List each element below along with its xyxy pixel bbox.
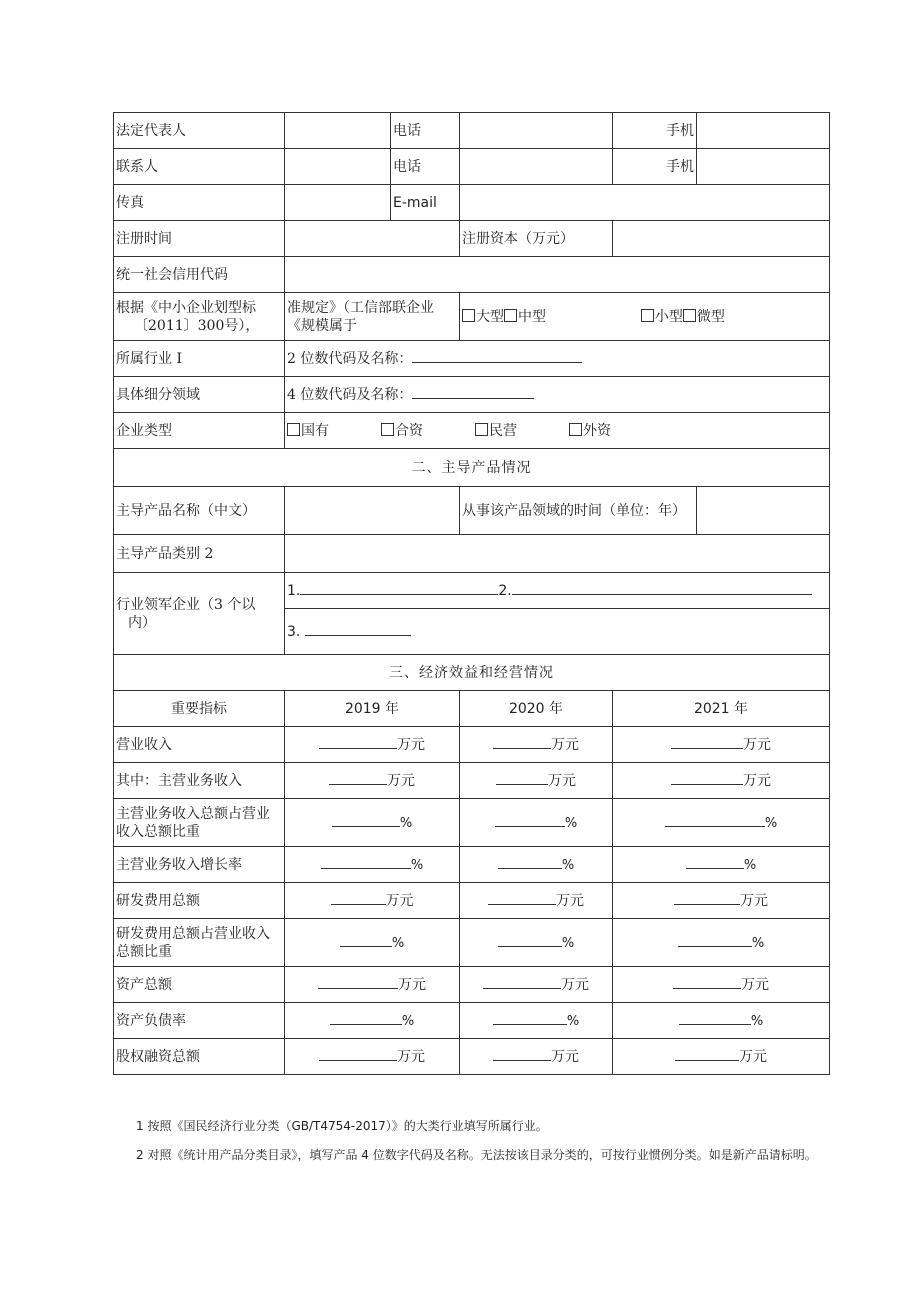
value-2019-blank[interactable] bbox=[340, 933, 392, 947]
value-2021-cell[interactable] bbox=[613, 727, 830, 763]
value-2021-cell[interactable] bbox=[613, 799, 830, 847]
value-2020-cell[interactable] bbox=[460, 967, 613, 1003]
indicator-header: 重要指标 bbox=[114, 691, 285, 727]
reg-capital-label: 注册资本（万元） bbox=[460, 221, 613, 257]
fax-label: 传真 bbox=[114, 185, 285, 221]
row-fax bbox=[114, 185, 830, 221]
email-input[interactable] bbox=[460, 185, 830, 221]
unit-label: % bbox=[561, 857, 575, 873]
value-2020-cell[interactable] bbox=[460, 919, 613, 967]
subfield-code-blank[interactable] bbox=[412, 385, 534, 399]
value-2021-cell[interactable] bbox=[613, 883, 830, 919]
economics-row bbox=[114, 1003, 830, 1039]
unit-label: 万元 bbox=[561, 977, 589, 993]
value-2019-cell[interactable] bbox=[285, 727, 460, 763]
economics-row-label: 其中：主营业务收入 bbox=[114, 763, 285, 799]
economics-row-label: 资产负债率 bbox=[114, 1003, 285, 1039]
value-2020-blank[interactable] bbox=[495, 813, 565, 827]
value-2020-blank[interactable] bbox=[483, 975, 561, 989]
economics-row bbox=[114, 883, 830, 919]
leader-2-label: 2. bbox=[498, 583, 512, 599]
unit-label: 万元 bbox=[551, 1049, 579, 1065]
economics-rows bbox=[114, 727, 830, 1075]
value-2020-cell[interactable] bbox=[460, 727, 613, 763]
fax-input[interactable] bbox=[285, 185, 391, 221]
unit-label: 万元 bbox=[551, 737, 579, 753]
value-2021-cell[interactable] bbox=[613, 1003, 830, 1039]
legal-rep-mobile-input[interactable] bbox=[697, 113, 830, 149]
leader-2-blank[interactable] bbox=[512, 581, 812, 595]
unit-label: % bbox=[743, 857, 757, 873]
row-product-name bbox=[114, 487, 830, 535]
value-2019-blank[interactable] bbox=[329, 771, 387, 785]
economics-row bbox=[114, 1039, 830, 1075]
value-2019-cell[interactable] bbox=[285, 763, 460, 799]
legal-rep-input[interactable] bbox=[285, 113, 391, 149]
unit-label: 万元 bbox=[739, 1049, 767, 1065]
leaders-label-line2: 内） bbox=[128, 614, 156, 631]
row-ent-type bbox=[114, 413, 830, 449]
checkbox-icon bbox=[462, 309, 475, 322]
row-product-category bbox=[114, 535, 830, 573]
value-2020-cell[interactable] bbox=[460, 1003, 613, 1039]
value-2019-blank[interactable] bbox=[318, 975, 398, 989]
scale-basis-label bbox=[114, 293, 285, 341]
credit-code-input[interactable] bbox=[285, 257, 830, 293]
reg-capital-input[interactable] bbox=[613, 221, 830, 257]
ent-type-foreign-label: 外资 bbox=[583, 422, 611, 439]
row-industry bbox=[114, 341, 830, 377]
value-2019-blank[interactable] bbox=[319, 1047, 397, 1061]
scale-small-option[interactable] bbox=[641, 309, 683, 325]
checkbox-icon bbox=[287, 423, 300, 436]
unit-label: % bbox=[566, 1013, 580, 1029]
contact-phone-label: 电话 bbox=[391, 149, 460, 185]
value-2019-cell[interactable] bbox=[285, 883, 460, 919]
legal-rep-mobile-label: 手机 bbox=[613, 113, 697, 149]
checkbox-icon bbox=[504, 309, 517, 322]
economics-row bbox=[114, 799, 830, 847]
legal-rep-phone-input[interactable] bbox=[460, 113, 613, 149]
economics-row bbox=[114, 967, 830, 1003]
ent-type-state-label: 国有 bbox=[301, 422, 329, 439]
reg-time-label: 注册时间 bbox=[114, 221, 285, 257]
row-leaders-1 bbox=[114, 573, 830, 609]
unit-label: 万元 bbox=[397, 1049, 425, 1065]
economics-row-label: 研发费用总额占营业收入总额比重 bbox=[114, 919, 285, 967]
value-2021-blank[interactable] bbox=[665, 813, 765, 827]
industry-input[interactable] bbox=[285, 341, 830, 377]
unit-label: % bbox=[751, 935, 765, 951]
row-economics-header bbox=[114, 691, 830, 727]
value-2021-blank[interactable] bbox=[678, 933, 752, 947]
value-2020-cell[interactable] bbox=[460, 883, 613, 919]
ent-type-jv[interactable] bbox=[381, 422, 423, 440]
unit-label: 万元 bbox=[397, 737, 425, 753]
value-2021-blank[interactable] bbox=[686, 855, 744, 869]
unit-label: 万元 bbox=[385, 893, 414, 909]
economics-row-label: 主营业务收入增长率 bbox=[114, 847, 285, 883]
value-2019-blank[interactable] bbox=[319, 735, 397, 749]
ent-type-label: 企业类型 bbox=[114, 413, 285, 449]
value-2021-cell[interactable] bbox=[613, 763, 830, 799]
economics-row bbox=[114, 847, 830, 883]
product-category-input[interactable] bbox=[285, 535, 830, 573]
checkbox-icon bbox=[569, 423, 582, 436]
value-2019-cell[interactable] bbox=[285, 1003, 460, 1039]
unit-label: % bbox=[391, 935, 405, 951]
row-legal-rep bbox=[114, 113, 830, 149]
value-2021-blank[interactable] bbox=[673, 975, 741, 989]
row-contact bbox=[114, 149, 830, 185]
value-2019-cell[interactable] bbox=[285, 847, 460, 883]
contact-label: 联系人 bbox=[114, 149, 285, 185]
year-2021-header: 2021 年 bbox=[613, 691, 830, 727]
scale-small-label: 小型 bbox=[654, 308, 683, 325]
economics-row-label: 研发费用总额 bbox=[114, 883, 285, 919]
leaders-row-2 bbox=[285, 609, 830, 655]
unit-label: % bbox=[401, 1013, 415, 1029]
unit-label: 万元 bbox=[743, 737, 771, 753]
product-name-label: 主导产品名称（中文） bbox=[114, 487, 285, 535]
value-2021-cell[interactable] bbox=[613, 1039, 830, 1075]
industry-code-label: 2 位数代码及名称： bbox=[287, 351, 413, 367]
unit-label: 万元 bbox=[387, 773, 415, 789]
row-scale bbox=[114, 293, 830, 341]
contact-input[interactable] bbox=[285, 149, 391, 185]
leader-1-blank[interactable] bbox=[300, 581, 498, 595]
value-2020-cell[interactable] bbox=[460, 847, 613, 883]
enterprise-form-table bbox=[113, 112, 830, 1075]
industry-code-blank[interactable] bbox=[412, 349, 582, 363]
contact-mobile-input[interactable] bbox=[697, 149, 830, 185]
reg-time-input[interactable] bbox=[285, 221, 460, 257]
unit-label: 万元 bbox=[741, 977, 769, 993]
scale-micro-option[interactable] bbox=[683, 309, 725, 325]
scale-basis-line3: 准规定》（工信部联企业 bbox=[287, 299, 434, 316]
value-2019-cell[interactable] bbox=[285, 967, 460, 1003]
row-economics-title bbox=[114, 655, 830, 691]
value-2019-blank[interactable] bbox=[330, 1011, 402, 1025]
value-2021-blank[interactable] bbox=[675, 1047, 739, 1061]
scale-large-option[interactable] bbox=[462, 309, 504, 325]
economics-row-label: 营业收入 bbox=[114, 727, 285, 763]
ent-type-private[interactable] bbox=[475, 422, 517, 440]
value-2020-cell[interactable] bbox=[460, 763, 613, 799]
economics-row bbox=[114, 727, 830, 763]
scale-large-label: 大型 bbox=[476, 308, 504, 325]
row-products-title bbox=[114, 449, 830, 487]
scale-basis-line1: 根据《中小企业划型标 bbox=[116, 299, 256, 316]
value-2021-blank[interactable] bbox=[674, 891, 740, 905]
economics-row-label: 股权融资总额 bbox=[114, 1039, 285, 1075]
economics-row bbox=[114, 763, 830, 799]
leaders-row-1 bbox=[285, 573, 830, 609]
ent-type-options bbox=[285, 413, 830, 449]
subfield-label: 具体细分领域 bbox=[114, 377, 285, 413]
row-reg bbox=[114, 221, 830, 257]
row-credit-code bbox=[114, 257, 830, 293]
ent-type-foreign[interactable] bbox=[569, 423, 611, 439]
products-section-title: 二、主导产品情况 bbox=[114, 449, 830, 487]
contact-mobile-label: 手机 bbox=[613, 149, 697, 185]
value-2020-blank[interactable] bbox=[488, 891, 556, 905]
scale-micro-label: 微型 bbox=[696, 308, 725, 325]
scale-medium-label: 中型 bbox=[518, 308, 546, 325]
legal-rep-label: 法定代表人 bbox=[114, 113, 285, 149]
economics-row-label: 资产总额 bbox=[114, 967, 285, 1003]
ent-type-jv-label: 合资 bbox=[395, 422, 423, 439]
value-2021-cell[interactable] bbox=[613, 967, 830, 1003]
email-label: E-mail bbox=[391, 185, 460, 221]
subfield-code-label: 4 位数代码及名称： bbox=[287, 387, 413, 403]
year-2020-header: 2020 年 bbox=[460, 691, 613, 727]
economics-section-title: 三、经济效益和经营情况 bbox=[114, 655, 830, 691]
economics-row-label: 主营业务收入总额占营业收入总额比重 bbox=[114, 799, 285, 847]
credit-code-label: 统一社会信用代码 bbox=[114, 257, 285, 293]
value-2021-blank[interactable] bbox=[671, 771, 743, 785]
value-2020-blank[interactable] bbox=[498, 855, 562, 869]
product-name-input[interactable] bbox=[285, 487, 460, 535]
product-category-label: 主导产品类别 2 bbox=[114, 535, 285, 573]
subfield-input[interactable] bbox=[285, 377, 830, 413]
value-2019-blank[interactable] bbox=[332, 813, 400, 827]
legal-rep-phone-label: 电话 bbox=[391, 113, 460, 149]
value-2021-cell[interactable] bbox=[613, 847, 830, 883]
value-2020-blank[interactable] bbox=[496, 771, 548, 785]
year-2019-header: 2019 年 bbox=[285, 691, 460, 727]
value-2020-blank[interactable] bbox=[493, 1047, 551, 1061]
leader-3-blank[interactable] bbox=[305, 622, 411, 636]
value-2021-blank[interactable] bbox=[671, 735, 743, 749]
unit-label: % bbox=[564, 815, 578, 831]
checkbox-icon bbox=[683, 309, 696, 322]
product-years-input[interactable] bbox=[697, 487, 830, 535]
unit-label: % bbox=[750, 1013, 764, 1029]
scale-basis-cont bbox=[285, 293, 460, 341]
leaders-label-line1: 行业领军企业（3 个以 bbox=[116, 596, 256, 613]
value-2019-cell[interactable] bbox=[285, 1039, 460, 1075]
checkbox-icon bbox=[641, 309, 654, 322]
leader-3-label: 3. bbox=[287, 624, 301, 640]
value-2020-blank[interactable] bbox=[493, 735, 551, 749]
unit-label: 万元 bbox=[398, 977, 426, 993]
value-2019-blank[interactable] bbox=[331, 891, 386, 905]
industry-label: 所属行业 I bbox=[114, 341, 285, 377]
checkbox-icon bbox=[475, 423, 488, 436]
value-2019-cell[interactable] bbox=[285, 919, 460, 967]
unit-label: % bbox=[399, 815, 413, 831]
ent-type-private-label: 民营 bbox=[489, 422, 517, 439]
value-2020-blank[interactable] bbox=[498, 933, 562, 947]
unit-label: 万元 bbox=[548, 773, 576, 789]
footnote-2: 2 对照《统计用产品分类目录》，填写产品 4 位数字代码及名称。无法按该目录分类的，可按行业惯例分类。如是新产品请标明。 bbox=[136, 1148, 817, 1162]
value-2021-blank[interactable] bbox=[679, 1011, 751, 1025]
leaders-label bbox=[114, 573, 285, 655]
unit-label: % bbox=[561, 935, 575, 951]
scale-medium-option[interactable] bbox=[504, 309, 546, 325]
row-subfield bbox=[114, 377, 830, 413]
product-years-label: 从事该产品领域的时间（单位：年） bbox=[460, 487, 697, 535]
value-2019-blank[interactable] bbox=[321, 855, 411, 869]
leader-1-label: 1. bbox=[287, 583, 301, 599]
value-2020-blank[interactable] bbox=[493, 1011, 567, 1025]
value-2020-cell[interactable] bbox=[460, 1039, 613, 1075]
value-2019-cell[interactable] bbox=[285, 799, 460, 847]
scale-options bbox=[460, 293, 830, 341]
value-2021-cell[interactable] bbox=[613, 919, 830, 967]
footnote-1: 1 按照《国民经济行业分类（GB/T4754-2017）》的大类行业填写所属行业。 bbox=[136, 1119, 548, 1133]
value-2020-cell[interactable] bbox=[460, 799, 613, 847]
unit-label: 万元 bbox=[740, 893, 768, 909]
scale-basis-line4: 《规模属于 bbox=[287, 317, 357, 334]
unit-label: % bbox=[764, 815, 778, 831]
scale-basis-line2: 〔2011〕300号）， bbox=[134, 317, 260, 334]
unit-label: % bbox=[410, 857, 424, 873]
economics-row bbox=[114, 919, 830, 967]
unit-label: 万元 bbox=[743, 773, 771, 789]
ent-type-state[interactable] bbox=[287, 422, 329, 440]
checkbox-icon bbox=[381, 423, 394, 436]
contact-phone-input[interactable] bbox=[460, 149, 613, 185]
unit-label: 万元 bbox=[556, 893, 584, 909]
